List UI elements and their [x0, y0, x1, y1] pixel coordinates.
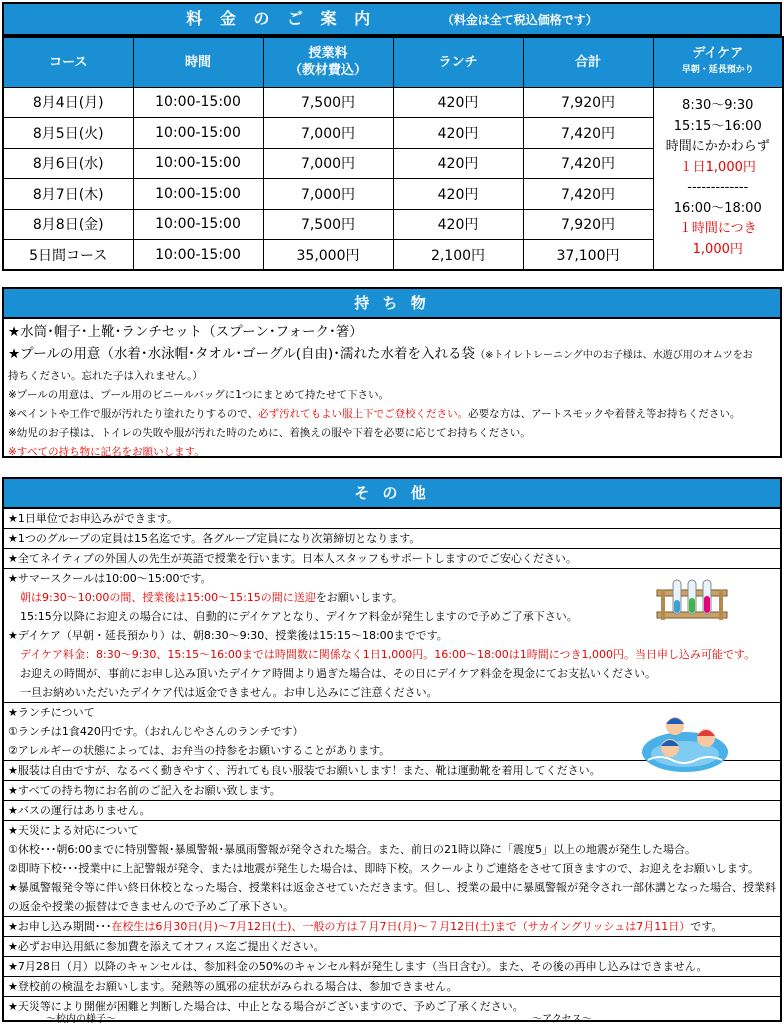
price-section-header: [2, 2, 782, 36]
belongings-item-2-note: （※トイレトレーニング中のお子様は、水遊び用のオムツをお: [475, 350, 753, 361]
clothes-note-a: ※ペイントや工作で服が汚れたり塗れたりするので、: [8, 408, 259, 420]
summer-hours: ★サマースクールは10:00～15:00です。: [8, 572, 212, 585]
daycare-divider: -------------: [687, 180, 749, 196]
belongings-note-clothes: [8, 405, 776, 424]
disaster-refund-cont: の返金や授業の振替はできませんので予めご了承下さい。: [8, 900, 294, 913]
cell-course: 8月7日(木): [3, 179, 133, 210]
belongings-note-pool: ※プールの用意は、プール用のビニールバッグに1つにまとめて持たせて下さい。: [8, 389, 389, 401]
lunch-allergy: ②アレルギーの状態によっては、お弁当の持参をお願いすることがあります。: [8, 744, 391, 757]
header-fee: [263, 37, 393, 87]
belongings-item-2-note-cont: 持ちください。忘れた子は入れません。）: [8, 370, 203, 382]
footer-right-caption: ～アクセス～: [532, 1014, 592, 1024]
belongings-section-header: [2, 287, 782, 319]
other-item-cancel: ★7月28日（月）以降のキャンセルは、参加料金の50%のキャンセル料が発生します（当日含む）。また、その後の再申し込みはできません。: [4, 956, 780, 976]
swimming-kids-illustration: [640, 708, 730, 774]
table-row: [3, 87, 783, 118]
header-course: コース: [3, 37, 133, 87]
cell-time: 10:00-15:00: [133, 209, 263, 240]
cell-time: 10:00-15:00: [133, 179, 263, 210]
other-item-clothing: ★服装は自由ですが、なるべく動きやすく、汚れても良い服装でお願いします！また、靴は運動靴を着用してください。: [4, 760, 780, 780]
belongings-item-2-main: ★プールの用意（水着･水泳帽･タオル･ゴーグル(自由)･濡れた水着を入れる袋: [8, 346, 476, 362]
header-lunch: ランチ: [393, 37, 523, 87]
belongings-note-toddler: ※幼児のお子様は、トイレの失敗や服が汚れた時のために、着換えの服や下着を必要に応じてお持ちください。: [8, 427, 531, 439]
cell-fee: 7,500円: [263, 209, 393, 240]
summer-late-note: 15:15分以降にお迎えの場合には、自動的にデイケアとなり、デイケア料金が発生しますので予めご了承下さい。: [20, 610, 578, 623]
cell-course: 8月5日(火): [3, 118, 133, 149]
other-item-temperature: ★登校前の検温をお願いします。発熱等の風邪の症状がみられる場合は、参加できません。: [4, 976, 780, 996]
cell-total: 7,420円: [523, 118, 653, 149]
belongings-item-2: [8, 343, 776, 367]
header-fee-label: 授業料: [308, 46, 348, 62]
other-item-names: ★すべての持ち物にお名前のご記入をお願い致します。: [4, 780, 780, 800]
daycare-line-6: 16:00～18:00: [673, 200, 762, 216]
header-fee-sub: （教材費込）: [288, 63, 367, 79]
cell-lunch: 420円: [393, 148, 523, 179]
cell-fee: 7,000円: [263, 148, 393, 179]
cell-lunch: 420円: [393, 118, 523, 149]
header-daycare: [653, 37, 783, 87]
other-item-application-period: [4, 916, 780, 936]
price-tax-note: （料金は全て税込価格です）: [441, 13, 598, 27]
daycare-overtime: お迎えの時間が、事前にお申し込み頂いたデイケア時間より過ぎた場合は、その日にデイケア料金を現金にてお支払いください。: [20, 667, 657, 680]
cell-course: 8月6日(水): [3, 148, 133, 179]
cell-fee: 7,000円: [263, 179, 393, 210]
daycare-line-3: 時間にかかわらず: [665, 139, 770, 155]
cell-lunch: 2,100円: [393, 240, 523, 271]
other-item-cancellation-disaster: ★天災等により開催が困難と判断した場合は、中止となる場合がございますので、予めご了承ください。: [4, 996, 780, 1016]
clothes-note-c: 必要な方は、アートスモックや着替え等お持ちください。: [468, 408, 741, 420]
belongings-note-name: ※すべての持ち物に記名をお願いします。: [8, 446, 205, 458]
price-table: [2, 36, 784, 271]
other-item-disaster: [4, 820, 780, 916]
cell-lunch: 420円: [393, 209, 523, 240]
cell-total: 7,920円: [523, 209, 653, 240]
cell-total: 7,420円: [523, 179, 653, 210]
footer-left-caption: ～校内の様子～: [46, 1014, 116, 1024]
application-period-dates: 在校生は6月30日(月)～7月12日(土)、一般の方は７月7日(月)～７月12日(土)まで（サカイングリッシュは7月11日）: [111, 920, 691, 933]
other-section-header: [2, 477, 782, 509]
application-period-label: ★お申し込み期間･･･: [8, 920, 112, 933]
daycare-line-4: １日1,000円: [679, 159, 756, 175]
daycare-info-cell: [653, 87, 783, 270]
daycare-hours: ★デイケア（早朝・延長預かり）は、朝8:30～9:30、授業後は15:15～18:00までです。: [8, 629, 448, 642]
header-daycare-label: デイケア: [692, 46, 744, 62]
cell-fee: 7,000円: [263, 118, 393, 149]
other-item-1: ★1日単位でお申込みができます。: [8, 512, 178, 525]
cell-time: 10:00-15:00: [133, 148, 263, 179]
daycare-line-8: 1,000円: [692, 241, 743, 257]
lunch-title: ★ランチについて: [8, 706, 95, 719]
belongings-box: [2, 319, 782, 458]
summer-pickup-red: 朝は9:30～10:00の間、授業後は15:00～15:15の間に送迎: [20, 591, 316, 604]
daycare-line-1: 8:30～9:30: [682, 98, 754, 114]
other-item-bus: ★バスの運行はありません。: [4, 800, 780, 820]
daycare-line-2: 15:15～16:00: [673, 118, 762, 134]
cell-total: 37,100円: [523, 240, 653, 271]
header-total: 合計: [523, 37, 653, 87]
cell-lunch: 420円: [393, 179, 523, 210]
disaster-dismissal: ②即時下校･･･授業中に上記警報が発令、または地震が発生した場合は、即時下校。スクールよりご連絡をさせて頂きますので、お迎えをお願いします。: [8, 862, 760, 875]
daycare-refund: 一旦お納めいただいたデイケア代は返金できません。お申し込みにご注意ください。: [20, 686, 438, 699]
price-title: 料 金 の ご 案 内: [186, 9, 377, 28]
lunch-price: ①ランチは1食420円です。（おれんじやさんのランチです）: [8, 725, 304, 738]
cell-lunch: 420円: [393, 87, 523, 118]
belongings-item-1: ★水筒･帽子･上靴･ランチセット（スプーン･フォーク･箸）: [8, 324, 363, 340]
cell-total: 7,420円: [523, 148, 653, 179]
cell-time: 10:00-15:00: [133, 118, 263, 149]
header-daycare-sub: 早朝・延長預かり: [681, 65, 754, 76]
daycare-fee: デイケア料金：8:30～9:30、15:15～16:00までは時間数に関係なく1日1,000円。16:00～18:00は1時間につき1,000円。当日申し込み可能です。: [20, 648, 756, 661]
cell-time: 10:00-15:00: [133, 240, 263, 271]
other-item-submit: ★必ずお申込用紙に参加費を添えてオフィス迄ご提出ください。: [4, 936, 780, 956]
other-item-3: ★全てネイティブの外国人の先生が英語で授業を行います。日本人スタッフもサポートしますのでご安心ください。: [4, 548, 780, 568]
disaster-closure: ①休校･･･朝6:00までに特別警報･暴風警報･暴風雨警報が発令された場合。また、前日の21時以降に「震度5」以上の地震が発生した場合。: [8, 843, 697, 856]
cell-course: 5日間コース: [3, 240, 133, 271]
cell-total: 7,920円: [523, 87, 653, 118]
price-table-header-row: [3, 37, 783, 87]
daycare-line-7: １時間につき: [678, 221, 757, 237]
header-time: 時間: [133, 37, 263, 87]
other-item-2: ★1つのグループの定員は15名迄です。各グループ定員になり次第締切となります。: [4, 528, 780, 548]
belongings-title: 持 ち 物: [354, 294, 430, 312]
cell-course: 8月4日(月): [3, 87, 133, 118]
disaster-title: ★天災による対応について: [8, 824, 139, 837]
cell-time: 10:00-15:00: [133, 87, 263, 118]
cell-fee: 7,500円: [263, 87, 393, 118]
clothes-note-b: 必ず汚れてもよい服上下でご登校ください。: [258, 408, 469, 420]
application-period-end: です。: [690, 920, 723, 933]
summer-pickup-rest: をお願いします。: [315, 591, 403, 604]
cell-course: 8月8日(金): [3, 209, 133, 240]
disaster-refund: ★暴風警報発令等に伴い終日休校となった場合、授業料は返金させていただきます。但し、授業の最中に暴風警報が発令され一部休講となった場合、授業料: [8, 881, 776, 894]
cell-fee: 35,000円: [263, 240, 393, 271]
other-title: そ の 他: [354, 484, 430, 502]
test-tubes-illustration: [655, 578, 730, 623]
